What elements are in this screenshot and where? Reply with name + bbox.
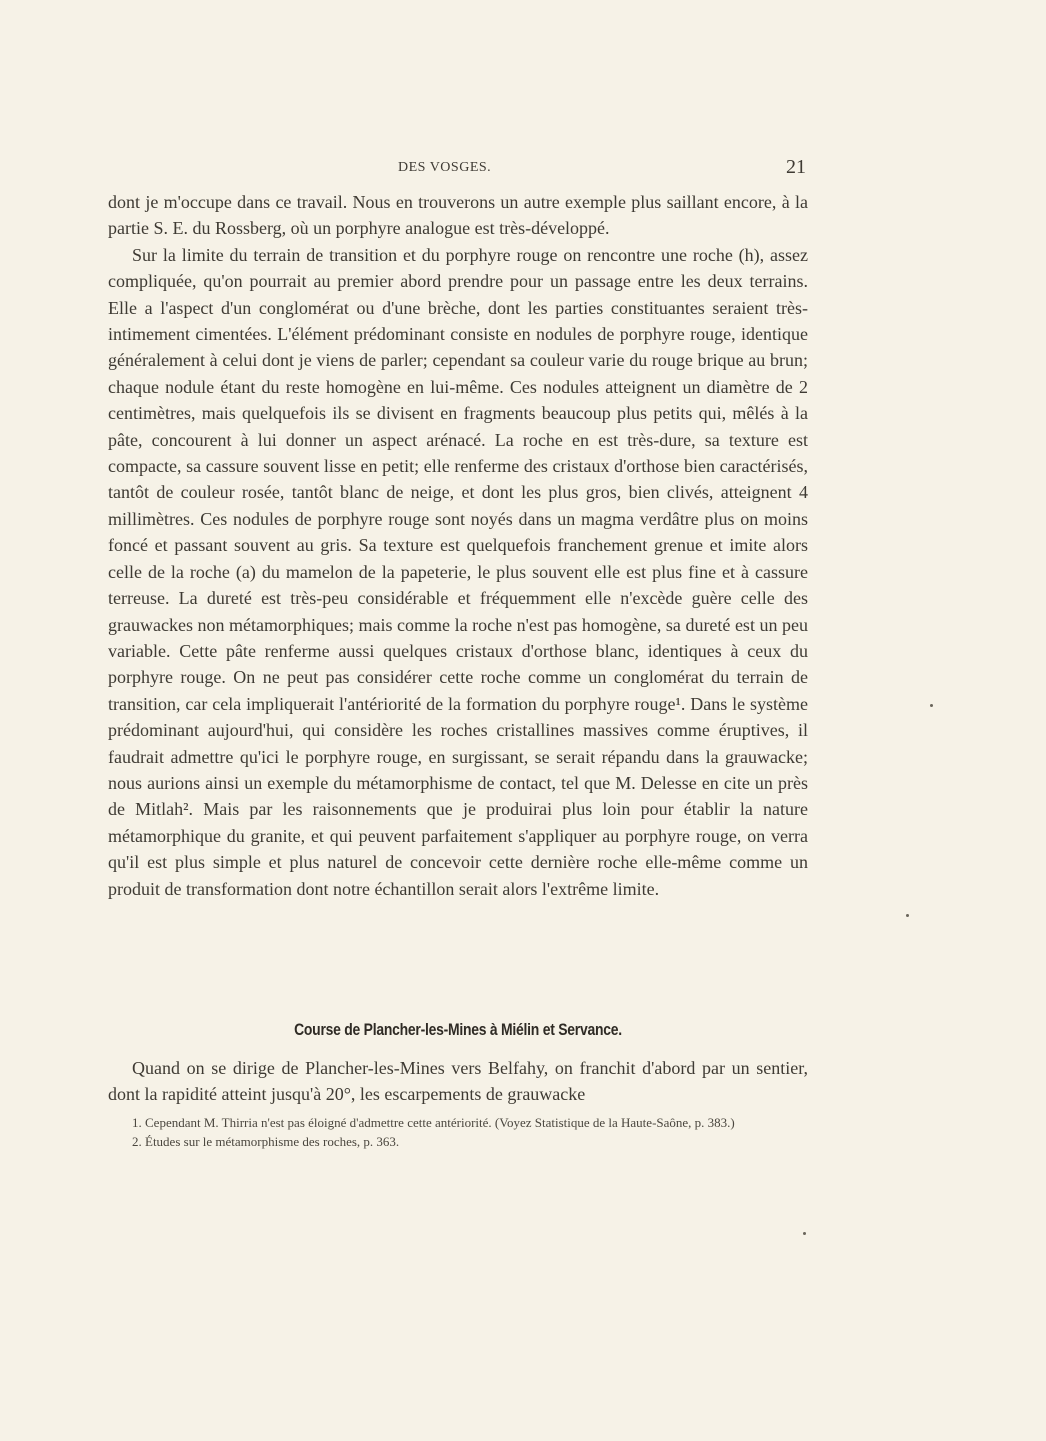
page-number: 21 xyxy=(786,156,806,178)
footnote-2: 2. Études sur le métamorphisme des roches, p. 363. xyxy=(132,1134,400,1149)
paragraph-roche-h: Sur la limite du terrain de transition et du porphyre rouge on rencontre une roche (h), assez compliquée, qu'on pourrait au premier abord prendre pour un passage entre les deux terrains. Elle a l'aspect d'un conglomérat ou d'une brèche, dont les parties constituantes seraient très-intimement cimentées. L'élément prédominant consiste en nodules de porphyre rouge, identique généralement à celui dont je viens de parler; cependant sa couleur varie du rouge brique au brun; chaque nodule étant du reste homogène en lui-même. Ces nodules atteignent un diamètre de 2 centimètres, mais quelquefois ils se divisent en fragments beaucoup plus petits qui, mêlés à la pâte, concourent à lui donner un aspect arénacé. La roche en est très-dure, sa texture est compacte, sa cassure souvent lisse en petit; elle renferme des cristaux d'orthose bien caractérisés, tantôt de couleur rosée, tantôt blanc de neige, et dont les plus gros, bien clivés, atteignent 4 millimètres. Ces nodules de porphyre rouge sont noyés dans un magma verdâtre plus on moins foncé et passant souvent au gris. Sa texture est quelquefois franchement grenue et imite alors celle de la roche (a) du mamelon de la papeterie, le plus souvent elle est plus fine et à cassure terreuse. La dureté est très-peu considérable et fréquemment elle n'excède guère celle des grauwackes non métamorphiques; mais comme la roche n'est pas homogène, sa dureté est un peu variable. Cette pâte renferme aussi quelques cristaux d'orthose blanc, identiques à ceux du porphyre rouge. On ne peut pas considérer cette roche comme un conglomérat du terrain de transition, car cela impliquerait l'antériorité de la formation du porphyre rouge¹. Dans le système prédominant aujourd'hui, qui considère les roches cristallines massives comme éruptives, il faudrait admettre qu'ici le porphyre rouge, en surgissant, se serait répandu dans la grauwacke; nous aurions ainsi un exemple du métamorphisme de contact, tel que M. Delesse en cite un près de Mitlah². Mais par les raisonnements que je produirai plus loin pour établir la nature métamorphique du granite, et qui peuvent parfaitement s'appliquer au porphyre rouge, on verra qu'il est plus simple et plus naturel de concevoir cette dernière roche elle-même comme un produit de transformation dont notre échantillon serait alors l'extrême limite. xyxy=(108,244,808,899)
paragraph-continuation: dont je m'occupe dans ce travail. Nous en trouverons un autre exemple plus saillant encore, à la partie S. E. du Rossberg, où un porphyre analogue est très-développé. xyxy=(108,192,808,239)
footnote-1: 1. Cependant M. Thirria n'est pas éloigné d'admettre cette antériorité. (Voyez Statistique de la Haute-Saône, p. 383.) xyxy=(132,1115,735,1130)
body-text xyxy=(108,189,808,902)
running-title: DES VOSGES. xyxy=(398,160,492,175)
paper-speck xyxy=(930,704,933,707)
paragraph-course: Quand on se dirige de Plancher-les-Mines vers Belfahy, on franchit d'abord par un sentier, dont la rapidité atteint jusqu'à 20°, les escarpements de grauwacke xyxy=(108,1058,808,1105)
paper-speck xyxy=(803,1232,806,1235)
running-head xyxy=(108,158,808,180)
paper-speck xyxy=(906,914,909,917)
section-heading: Course de Plancher-les-Mines à Miélin et Servance. xyxy=(294,1020,622,1039)
footnotes xyxy=(108,1113,808,1151)
section-body xyxy=(108,1055,808,1108)
